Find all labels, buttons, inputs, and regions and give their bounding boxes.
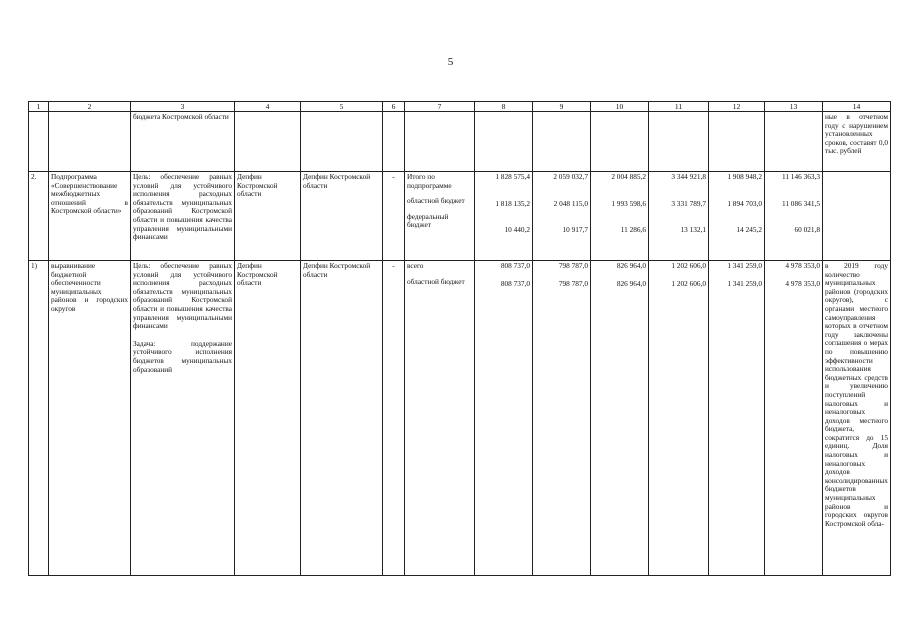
column-number: 1 bbox=[29, 102, 49, 112]
notes-cell: ные в отчетном году с нарушением установленных сроков, составят 0,0 тыс. рублей bbox=[823, 112, 891, 172]
value: 1 828 575,4 bbox=[495, 172, 530, 181]
value: 1 341 259,0 bbox=[727, 278, 762, 288]
column-number: 10 bbox=[591, 102, 649, 112]
value: 10 917,7 bbox=[562, 225, 588, 235]
value: 1 202 606,0 bbox=[671, 261, 706, 270]
value: 3 331 789,7 bbox=[671, 198, 706, 208]
value: 4 978 353,0 bbox=[785, 261, 820, 270]
column-number-row bbox=[29, 102, 891, 112]
value: 1 818 135,2 bbox=[495, 198, 530, 208]
funding-source: областной бюджет bbox=[407, 276, 465, 286]
value: 3 344 921,8 bbox=[671, 172, 706, 181]
value: 2 004 885,2 bbox=[611, 172, 646, 181]
name-cell: выравнивание бюджетной обеспеченности муниципальных районов и городских округов bbox=[49, 261, 131, 576]
value: 1 908 948,2 bbox=[727, 172, 762, 181]
executor-cell: Депфин Костромской области bbox=[235, 261, 301, 576]
value: 1 894 703,0 bbox=[727, 198, 762, 208]
column-number: 13 bbox=[765, 102, 823, 112]
value-cell-col12 bbox=[709, 172, 765, 261]
value: 826 964,0 bbox=[616, 278, 646, 288]
funding-source: всего bbox=[407, 261, 424, 270]
dash-cell: - bbox=[383, 172, 405, 261]
funding-source-cell bbox=[405, 172, 475, 261]
table-row-subprogram bbox=[29, 172, 891, 261]
value: 798 787,0 bbox=[558, 261, 588, 270]
goal-text: Цель: обеспечение равных условий для устойчивого исполнения расходных обязательств муниципальных образований Костромской области и повышения качества управления муниципальными финансами bbox=[133, 261, 232, 331]
column-number: 4 bbox=[235, 102, 301, 112]
funding-source: федеральный бюджет bbox=[407, 211, 449, 230]
column-number: 12 bbox=[709, 102, 765, 112]
column-number: 11 bbox=[649, 102, 709, 112]
column-number: 2 bbox=[49, 102, 131, 112]
value: 11 286,6 bbox=[620, 225, 646, 235]
value: 808 737,0 bbox=[500, 261, 530, 270]
value: 11 086 341,5 bbox=[781, 198, 820, 208]
value: 2 059 032,7 bbox=[553, 172, 588, 181]
program-table bbox=[28, 101, 891, 576]
task-text: Задача: поддержание устойчивого исполнения бюджетов муниципальных образований bbox=[133, 338, 232, 374]
page-number: 5 bbox=[447, 56, 454, 68]
value: 2 048 115,0 bbox=[553, 198, 588, 208]
column-number: 9 bbox=[533, 102, 591, 112]
value: 1 341 259,0 bbox=[727, 261, 762, 270]
value-cell-col9 bbox=[533, 261, 591, 576]
table-row-continuation bbox=[29, 112, 891, 172]
value-cell-col13 bbox=[765, 261, 823, 576]
column-number: 6 bbox=[383, 102, 405, 112]
value-cell-col8 bbox=[475, 261, 533, 576]
funding-source: областной бюджет bbox=[407, 196, 465, 206]
table-row-measure bbox=[29, 261, 891, 576]
column-number: 5 bbox=[301, 102, 383, 112]
value: 808 737,0 bbox=[500, 278, 530, 288]
value: 798 787,0 bbox=[558, 278, 588, 288]
name-cell: Подпрограмма «Совершенствование межбюджетных отношений в Костромской области» bbox=[49, 172, 131, 261]
value: 4 978 353,0 bbox=[785, 278, 820, 288]
value: 826 964,0 bbox=[616, 261, 646, 270]
value: 1 202 606,0 bbox=[671, 278, 706, 288]
value: 13 132,1 bbox=[680, 225, 706, 235]
column-number: 14 bbox=[823, 102, 891, 112]
value-cell-col10 bbox=[591, 261, 649, 576]
goal-cell: бюджета Костромской области bbox=[131, 112, 235, 172]
value: 11 146 363,3 bbox=[781, 172, 820, 181]
value: 10 440,2 bbox=[504, 225, 530, 235]
funding-source: Итого по подпрограмме bbox=[407, 172, 452, 190]
executor-cell: Депфин Костромской области bbox=[235, 172, 301, 261]
column-number: 7 bbox=[405, 102, 475, 112]
dash-cell: - bbox=[383, 261, 405, 576]
value-cell-col13 bbox=[765, 172, 823, 261]
value-cell-col11 bbox=[649, 172, 709, 261]
coexecutor-cell: Депфин Костромской области bbox=[301, 172, 383, 261]
value: 14 245,2 bbox=[736, 225, 762, 235]
column-number: 8 bbox=[475, 102, 533, 112]
funding-source-cell bbox=[405, 261, 475, 576]
goal-cell bbox=[131, 261, 235, 576]
goal-cell: Цель: обеспечение равных условий для устойчивого исполнения расходных обязательств муниципальных образований Костромской области и повышения качества управления муниципальными финансами bbox=[131, 172, 235, 261]
column-number: 3 bbox=[131, 102, 235, 112]
coexecutor-cell: Депфин Костромской области bbox=[301, 261, 383, 576]
value: 1 993 598,6 bbox=[611, 198, 646, 208]
row-number: 1) bbox=[29, 261, 49, 576]
value-cell-col9 bbox=[533, 172, 591, 261]
value: 60 021,8 bbox=[794, 225, 820, 235]
row-number: 2. bbox=[29, 172, 49, 261]
value-cell-col12 bbox=[709, 261, 765, 576]
notes-cell: в 2019 году количество муниципальных районов (городских округов), с органами местного самоуправления которых в отчетном году заключены соглашения о мерах по повышению эффективности использования бюджетных средств и увеличению поступлений налоговых и неналоговых доходов местного бюджета, сократится до 15 единиц. Доля налоговых и неналоговых доходов консолидированных бюджетов муниципальных районов и городских округов Костромской обла- bbox=[823, 261, 891, 576]
value-cell-col8 bbox=[475, 172, 533, 261]
value-cell-col11 bbox=[649, 261, 709, 576]
value-cell-col10 bbox=[591, 172, 649, 261]
